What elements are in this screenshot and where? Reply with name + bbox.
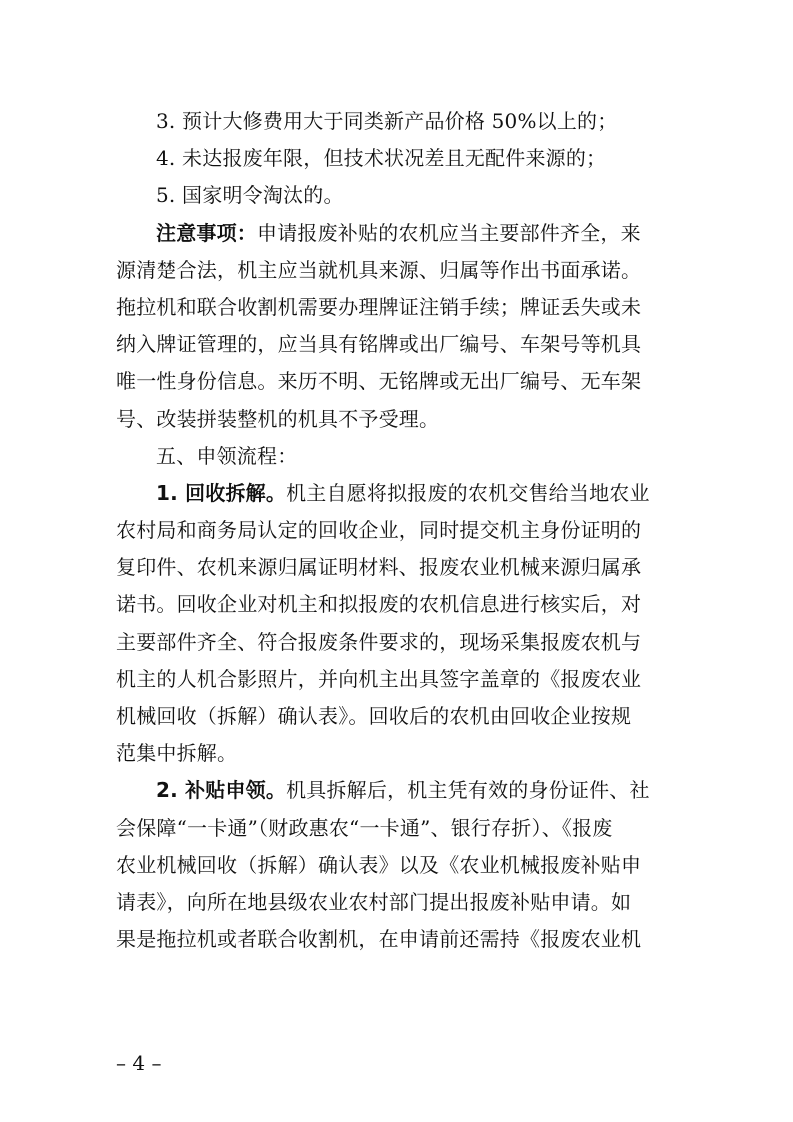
line-text: 农村局和商务局认定的回收企业，同时提交机主身份证明的 [116, 518, 642, 543]
document-body [116, 103, 678, 958]
paragraph-line [116, 401, 678, 438]
paragraph-line [116, 289, 678, 326]
paragraph-line [116, 252, 678, 289]
line-text: 范集中拆解。 [116, 741, 238, 766]
paragraph-line [116, 624, 678, 661]
paragraph-line [116, 884, 678, 921]
paragraph-line [116, 512, 678, 549]
paragraph-line [116, 847, 678, 884]
page-number: – 4 – [116, 1051, 162, 1075]
paragraph-line [116, 215, 678, 252]
line-text: 机主的人机合影照片，并向机主出具签字盖章的《报废农业 [116, 666, 642, 691]
paragraph-line [116, 698, 678, 735]
line-text: 果是拖拉机或者联合收割机，在申请前还需持《报废农业机 [116, 927, 642, 952]
line-text: 号、改装拼装整机的机具不予受理。 [116, 406, 440, 431]
list-item [116, 140, 678, 177]
line-text: 农业机械回收（拆解）确认表》以及《农业机械报废补贴申 [116, 852, 642, 877]
line-text: 拖拉机和联合收割机需要办理牌证注销手续；牌证丢失或未 [116, 294, 642, 319]
paragraph-line [116, 549, 678, 586]
list-item [116, 103, 678, 140]
line-text: 机主自愿将拟报废的农机交售给当地农业 [286, 480, 650, 505]
paragraph-line [116, 772, 678, 809]
section-heading [116, 438, 678, 475]
paragraph-line [116, 475, 678, 512]
line-text: 五、申领流程： [156, 443, 298, 468]
line-text: 4. 未达报废年限，但技术状况差且无配件来源的； [156, 146, 607, 171]
line-text: 机具拆解后，机主凭有效的身份证件、社 [286, 778, 650, 803]
line-text: 主要部件齐全、符合报废条件要求的，现场采集报废农机与 [116, 629, 642, 654]
paragraph-line [116, 363, 678, 400]
paragraph-line [116, 921, 678, 958]
line-text: 机械回收（拆解）确认表》。回收后的农机由回收企业按规 [116, 704, 632, 728]
step-heading: 2. 补贴申领。 [156, 778, 287, 803]
line-text: 诺书。回收企业对机主和拟报废的农机信息进行核实后，对 [116, 592, 642, 617]
paragraph-line [116, 735, 678, 772]
step-heading: 1. 回收拆解。 [156, 480, 287, 505]
line-text: 源清楚合法，机主应当就机具来源、归属等作出书面承诺。 [116, 257, 642, 282]
paragraph-line [116, 586, 678, 623]
line-text: 复印件、农机来源归属证明材料、报废农业机械来源归属承 [116, 555, 642, 580]
paragraph-line [116, 810, 678, 847]
line-text: 3. 预计大修费用大于同类新产品价格 50%以上的； [156, 109, 618, 133]
notice-heading: 注意事项： [156, 220, 257, 245]
line-text: 申请报废补贴的农机应当主要部件齐全，来 [257, 220, 641, 245]
paragraph-line [116, 326, 678, 363]
line-text: 请表》，向所在地县级农业农村部门提出报废补贴申请。如 [116, 889, 632, 914]
line-text: 唯一性身份信息。来历不明、无铭牌或无出厂编号、无车架 [116, 369, 642, 394]
paragraph-line [116, 661, 678, 698]
line-text: 会保障“一卡通”（财政惠农“一卡通”、银行存折）、《报废 [116, 815, 613, 840]
line-text: 纳入牌证管理的，应当具有铭牌或出厂编号、车架号等机具 [116, 332, 642, 357]
list-item [116, 177, 678, 214]
line-text: 5. 国家明令淘汰的。 [156, 183, 344, 208]
